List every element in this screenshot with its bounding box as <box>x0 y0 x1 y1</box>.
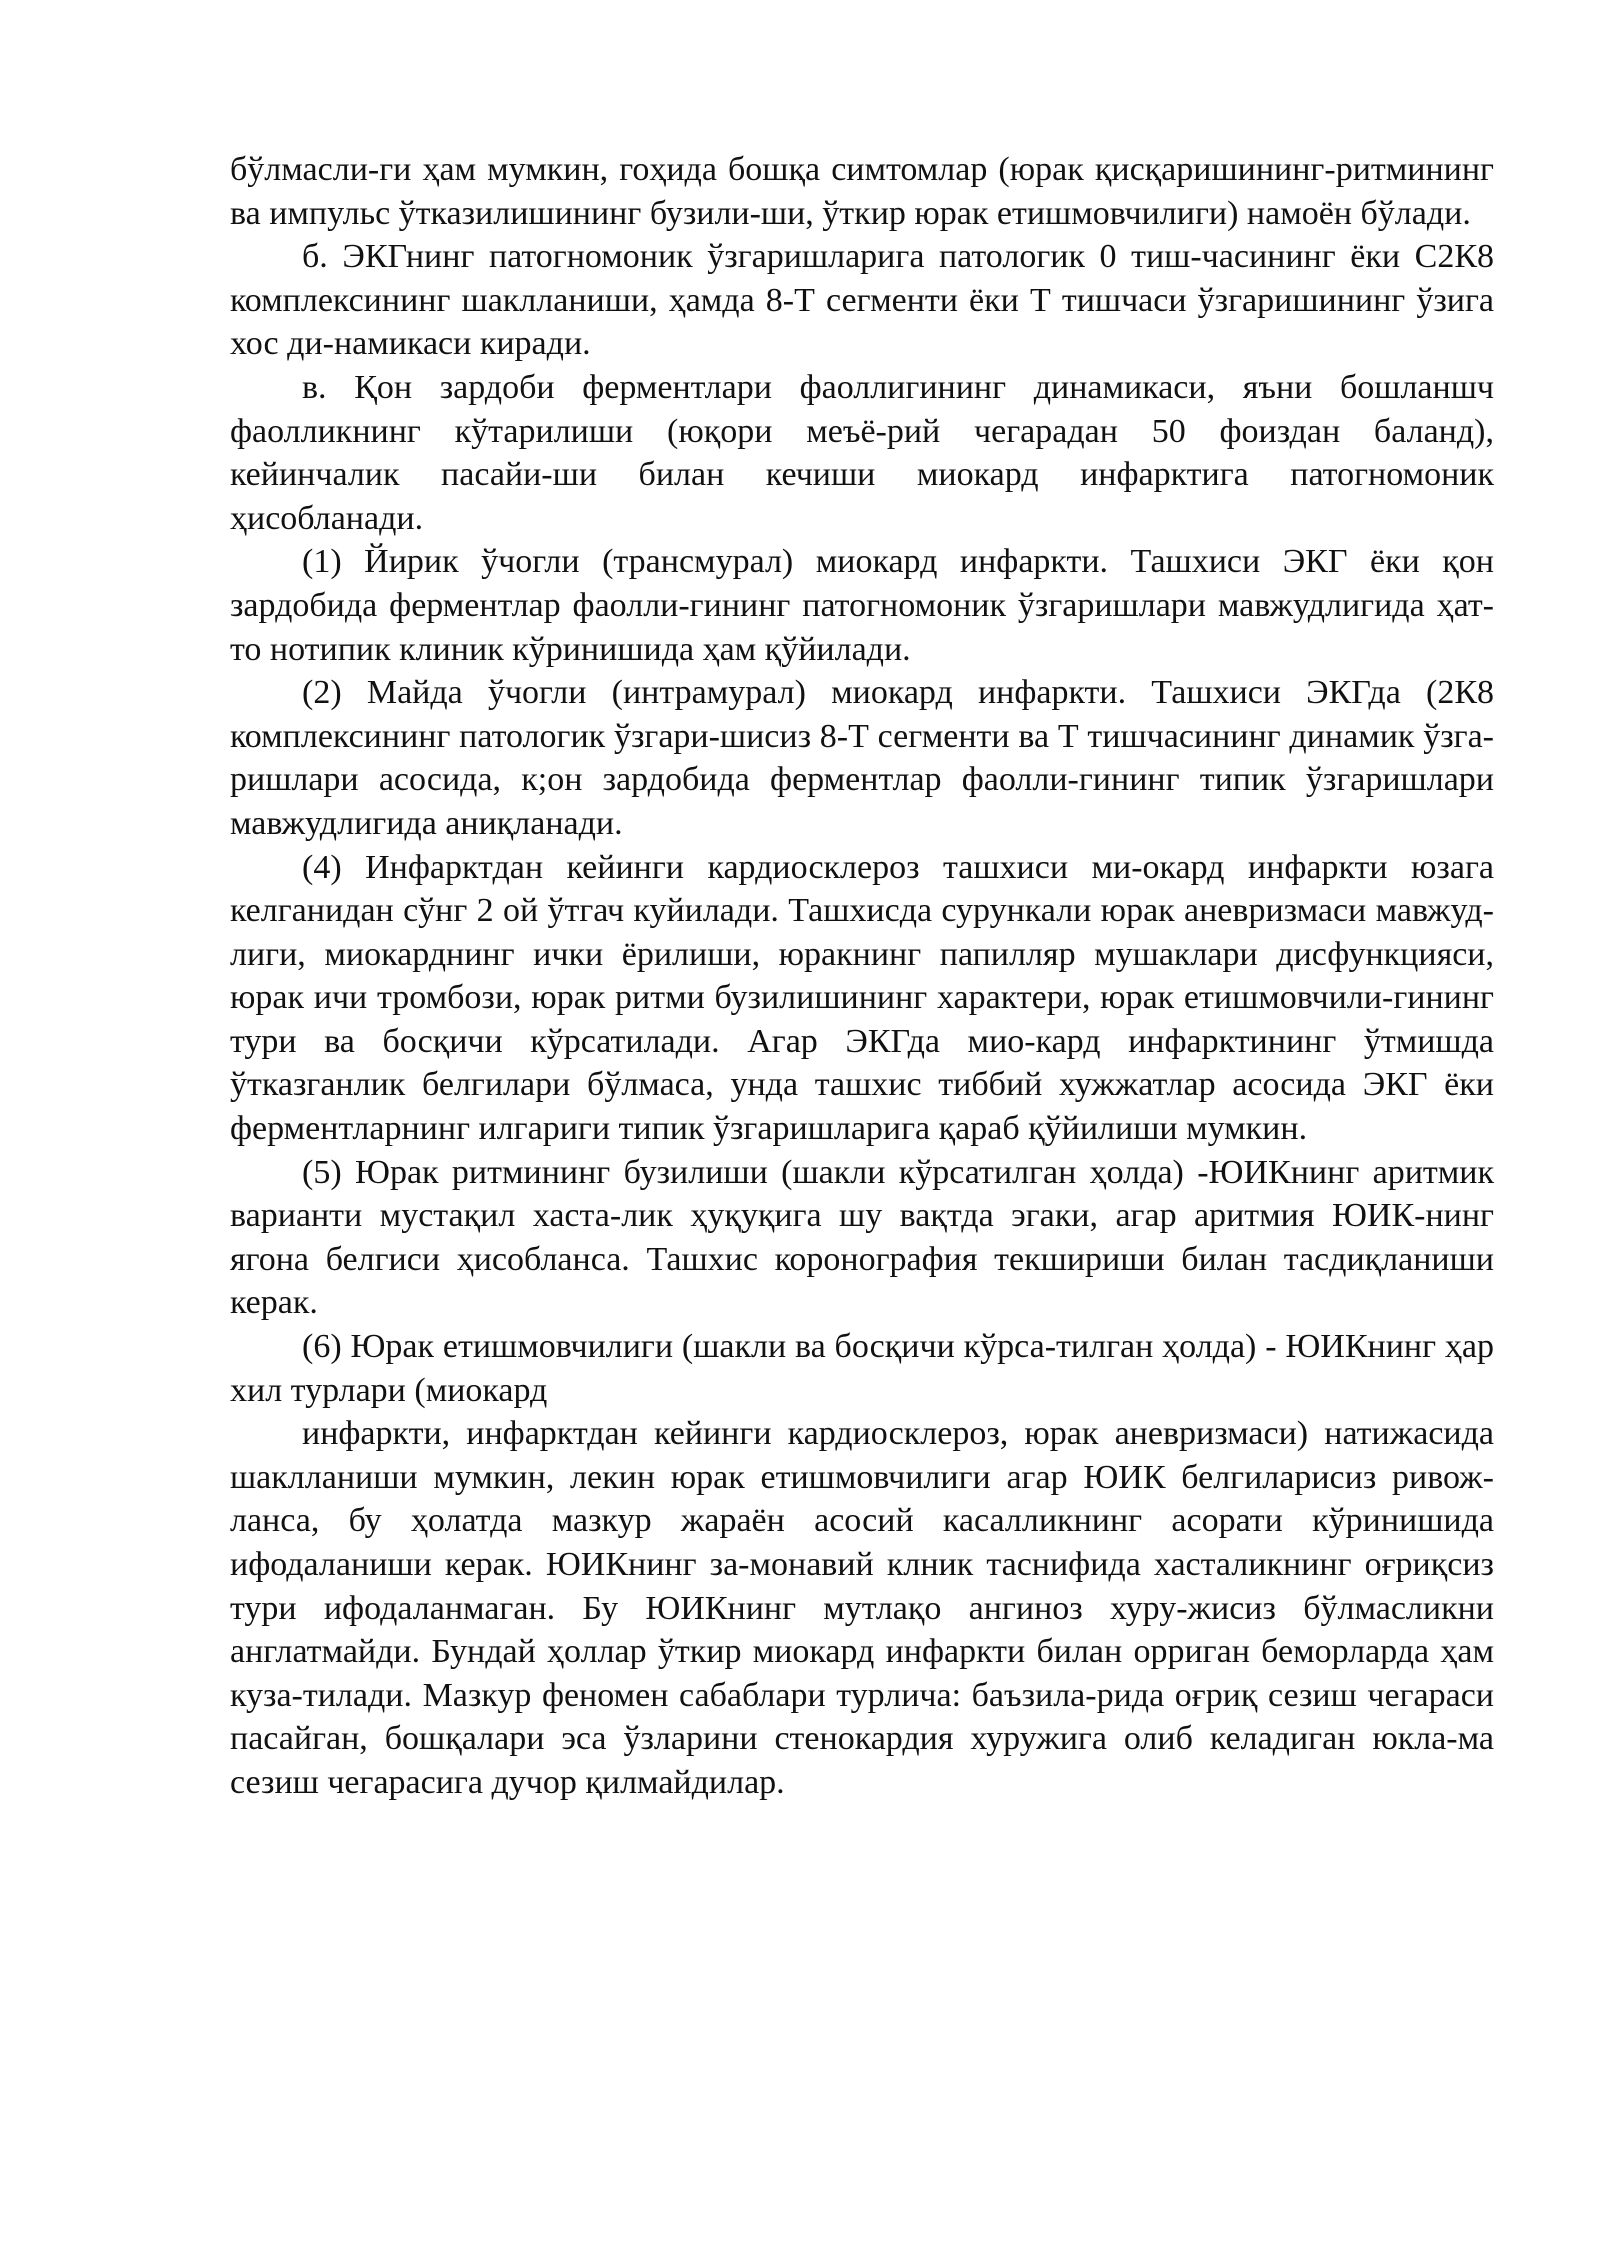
paragraph-1-transmural: (1) Йирик ўчогли (трансмурал) миокард инфаркти. Ташхиси ЭКГ ёки қон зардобида ферментлар фаолли-гининг патогномоник ўзгаришлари мавжудлигида ҳат-то нотипик клиник кўринишида ҳам қўйилади. <box>230 543 1494 668</box>
paragraph-b-ecg: б. ЭКГнинг патогномоник ўзгаришларига патологик 0 тиш-часининг ёки С2К8 комплексининг шаклланиши, ҳамда 8-Т сегменти ёки Т тишчаси ўзгаришининг ўзига хос ди-намикаси киради. <box>230 238 1494 363</box>
paragraph-2-intramural: (2) Майда ўчогли (интрамурал) миокард инфаркти. Ташхиси ЭКГда (2К8 комплексининг патологик ўзгари-шисиз 8-Т сегменти ва Т тишчасининг динамик ўзга-ришлари асосида, к;он зардобида ферментлар фаолли-гининг типик ўзгаришлари мавжудлигида аниқланади. <box>230 674 1494 842</box>
paragraph-4-cardiosclerosis: (4) Инфарктдан кейинги кардиосклероз ташхиси ми-окард инфаркти юзага келганидан сўнг 2 ой ўтгач куйилади. Ташхисда сурункали юрак аневризмаси мавжуд-лиги, миокарднинг ички ёрилиши, юракнинг папилляр мушаклари дисфункцияси, юрак ичи тромбози, юрак ритми бузилишининг характери, юрак етишмовчили-гининг тури ва босқичи кўрсатилади. Агар ЭКГда мио-кард инфарктининг ўтмишда ўтказганлик белгилари бўлмаса, унда ташхис тиббий хужжатлар асосида ЭКГ ёки ферментларнинг илгариги типик ўзгаришларига қараб қўйилиши мумкин. <box>230 848 1494 1148</box>
paragraph-6-heart-failure: (6) Юрак етишмовчилиги (шакли ва босқичи кўрса-тилган ҳолда) - ЮИКнинг ҳар хил турлари (миокард <box>230 1328 1494 1409</box>
paragraph-heart-failure-continued: инфаркти, инфарктдан кейинги кардиосклероз, юрак аневризмаси) натижасида шаклланиши мумкин, лекин юрак етишмовчилиги агар ЮИК белгиларисиз ривож-ланса, бу ҳолатда мазкур жараён асосий касалликнинг асорати кўринишида ифодаланиши керак. ЮИКнинг за-монавий клник таснифида хасталикнинг оғриқсиз тури ифодаланмаган. Бу ЮИКнинг мутлақо ангиноз хуру-жисиз бўлмасликни англатмайди. Бундай ҳоллар ўткир миокард инфаркти билан орриган беморларда ҳам куза-тилади. Мазкур феномен сабаблари турлича: баъзила-рида оғриқ сезиш чегараси пасайган, бошқалари эса ўзларини стенокардия хуружига олиб келадиган юкла-ма сезиш чегарасига дучор қилмайдилар. <box>230 1415 1494 1801</box>
document-page <box>230 148 1494 1805</box>
paragraph-5-arrhythmia: (5) Юрак ритмининг бузилиши (шакли кўрсатилган ҳолда) -ЮИКнинг аритмик варианти мустақил хаста-лик ҳуқуқига шу вақтда эгаки, агар аритмия ЮИК-нинг ягона белгиси ҳисобланса. Ташхис коронография текшириши билан тасдиқланиши керак. <box>230 1153 1494 1322</box>
paragraph-continuation: бўлмасли-ги ҳам мумкин, гоҳида бошқа симтомлар (юрак қисқаришининг-ритмининг ва импульс ўтказилишининг бузили-ши, ўткир юрак етишмовчилиги) намоён бўлади. <box>230 151 1494 232</box>
paragraph-v-enzymes: в. Қон зардоби ферментлари фаоллигининг динамикаси, яъни бошланшч фаолликнинг кўтарилиши (юқори меъё-рий чегарадан 50 фоиздан баланд), кейинчалик пасайи-ши билан кечиши миокард инфарктига патогномоник ҳисобланади. <box>230 368 1494 537</box>
